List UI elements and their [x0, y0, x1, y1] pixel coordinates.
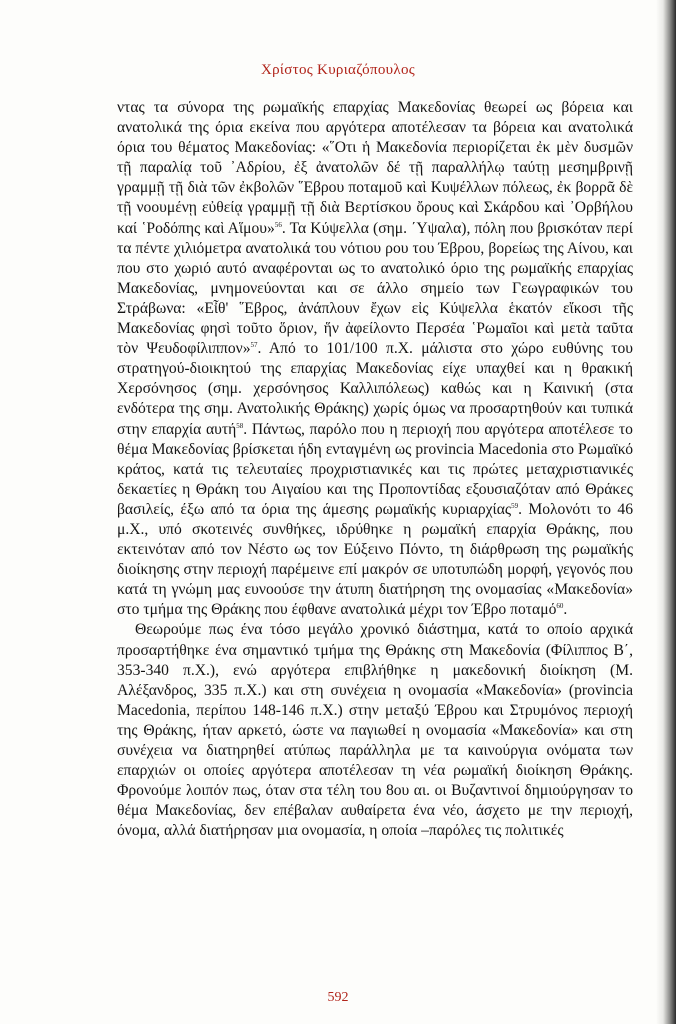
paragraph-2 [117, 620, 633, 841]
page-spine-shadow [656, 0, 676, 1024]
footnote-marker: 56 [274, 220, 282, 229]
text-run: . Πάντως, παρόλο που η περιοχή που αργότερα αποτέλεσε το θέμα Μακεδονίας βρίσκεται ήδη ενταγμένη ως provincia Macedonia στο Ρωμαϊκό κράτος, κατά τις τελευταίες προχριστιανικές και τις πρώτες μεταχριστιανικές δεκαετίες η Θράκη του Αιγαίου και της Προποντίδας εξουσιαζόταν από Θράκες βασιλείς, έξω από τα όρια της άμεσης ρωμαϊκής κυριαρχίας [117, 420, 633, 518]
running-header: Χρίστος Κυριαζόπουλος [261, 62, 415, 78]
text-run: . Τα Κύψελλα (σημ. ΄Υψαλα), πόλη που βρισκόταν περί τα πέντε χιλιόμετρα ανατολικά του νότιου ρου του Έβρου, βορείως της Αίνου, και που στο χωριό αυτό αναφέρονται ως το ανατολικό όριο της ρωμαϊκής επαρχίας Μακεδονίας, μνημονεύονται και σε άλλο σημείο των Γεωγραφικών του Στράβωνα: «Εἶθ' ῞Εβρος, ἀνάπλουν ἔχων εἰς Κύψελλα ἑκατόν εἴκοσι τῆς Μακεδονίας φησὶ τοῦτο ὅριον, ἥν ἀφείλοντο Περσέα ῾Ρωμαῖοι καὶ μετὰ ταῦτα τὸν Ψευδοφίλιππον» [117, 219, 633, 358]
footnote-marker: 60 [556, 602, 564, 611]
text-run: Θεωρούμε πως ένα τόσο μεγάλο χρονικό διάστημα, κατά το οποίο αρχικά προσαρτήθηκε ένα σημαντικό τμήμα της Θράκης στη Μακεδονία (Φίλιππος Β΄, 353-340 π.Χ.), ενώ αργότερα επιβλήθηκε η μακεδονική διοίκηση (Μ. Αλέξανδρος, 335 π.Χ.) και στη συνέχεια η ονομασία «Μακεδονία» (provincia Macedonia, περίπου 148-146 π.Χ.) στην μεταξύ Έβρου και Στρυμόνος περιοχή της Θράκης, ήταν αρκετό, ώστε να παγιωθεί η ονομασία «Μακεδονία» και στη συνέχεια να διατηρηθεί ατύπως παράλληλα με τα καινούργια ονόματα των επαρχιών οι οποίες αργότερα αποτέλεσαν τη νέα ρωμαϊκή διοίκηση Θράκης. Φρονούμε λοιπόν πως, όταν στα τέλη του 8ου αι. οι Βυζαντινοί δημιούργησαν το θέμα Μακεδονίας, δεν επέβαλαν αυθαίρετα ένα νέο, άσχετο με την περιοχή, όνομα, αλλά διατήρησαν μια ονομασία, η οποία –παρόλες τις πολιτικές [117, 621, 633, 840]
footnote-marker: 57 [250, 340, 258, 349]
footnote-marker: 59 [511, 501, 519, 510]
text-run: ντας τα σύνορα της ρωμαϊκής επαρχίας Μακεδονίας θεωρεί ως βόρεια και ανατολικά της όρια εκείνα που αργότερα αποτέλεσαν τα βόρεια και ανατολικά όρια του θέματος Μακεδονίας: «῞Οτι ἡ Μακεδονία περιορίζεται ἐκ μὲν δυσμῶν τῇ παραλίᾳ τοῦ ᾿Αδρίου, ἐξ ἀνατολῶν δέ τῇ παραλλήλῳ ταύτῃ μεσημβρινῇ γραμμῇ τῇ διὰ τῶν ἐκβολῶν ῞Εβρου ποταμοῦ καὶ Κυψέλλων πόλεως, ἐκ βορρᾶ δὲ τῇ νοουμένῃ εὐθείᾳ γραμμῇ τῇ διὰ Βερτίσκου ὄρους καὶ Σκάρδου καὶ ᾿Ορβήλου καί ῾Ροδόπης καὶ Αἵμου» [117, 99, 633, 237]
footnote-marker: 58 [236, 421, 244, 430]
text-run: . Από το 101/100 π.Χ. μάλιστα στο χώρο ευθύνης του στρατηγού-διοικητού της επαρχίας Μακεδονίας είχε υπαχθεί και η θρακική Χερσόνησος (σημ. χερσόνησος Καλλιπόλεως) καθώς και η Καινική (στα ενδότερα της σημ. Ανατολικής Θράκης) χωρίς όμως να προσαρτηθούν και τυπικά στην επαρχία αυτή [117, 340, 633, 438]
paragraph-1 [117, 98, 633, 620]
text-run: . Μολονότι το 46 μ.Χ., υπό σκοτεινές συνθήκες, ιδρύθηκε η ρωμαϊκή επαρχία Θράκης, που εκτεινόταν από τον Νέστο ως τον Εύξεινο Πόντο, τη διάρθρωση της ρωμαϊκής διοίκησης στην περιοχή παρέμεινε επί μακρόν σε υποτυπώδη μορφή, γεγονός που κατά τη γνώμη μας ευνοούσε την άτυπη διατήρηση της ονομασίας «Μακεδονία» στο τμήμα της Θράκης που έφθανε ανατολικά μέχρι τον Έβρο ποταμό [117, 500, 633, 619]
page-number: 592 [327, 990, 349, 1005]
body-text [117, 98, 633, 841]
text-run: . [563, 601, 568, 619]
